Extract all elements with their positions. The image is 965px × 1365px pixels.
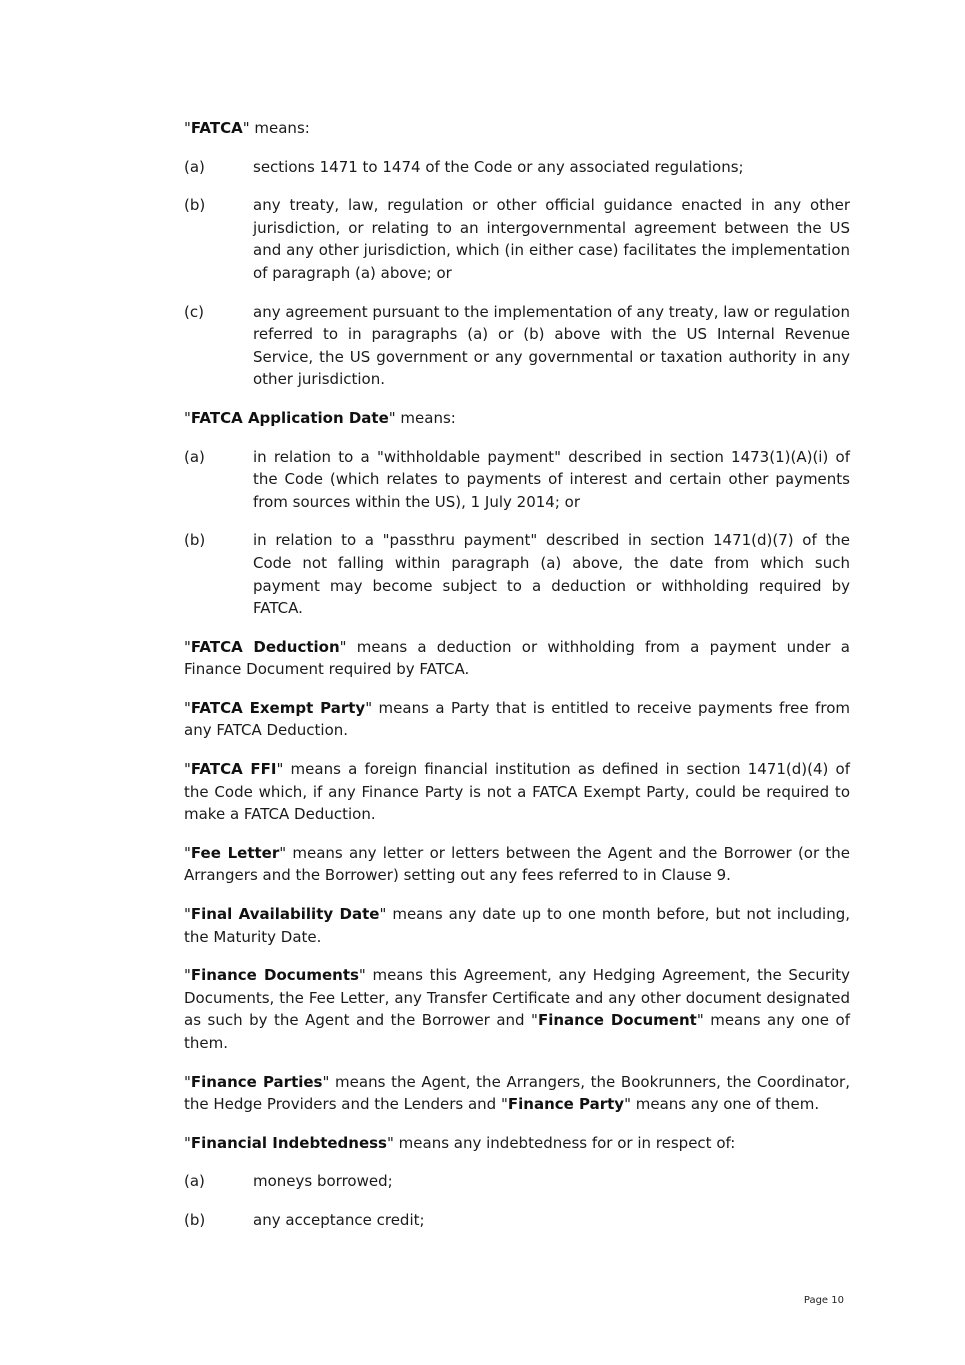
list-label: (b)	[184, 531, 206, 550]
list-item	[184, 301, 850, 391]
definition-text: " means any one of them.	[624, 1095, 820, 1114]
page-number: Page 10	[803, 1295, 844, 1306]
definition-text: " means any date up to one month before, but not including, the Maturity Date.	[184, 905, 850, 946]
list-item	[184, 1170, 850, 1193]
list-label: (b)	[184, 196, 206, 215]
list-text: any acceptance credit;	[253, 1210, 425, 1229]
defined-term-finance-party: Finance Party	[507, 1095, 625, 1114]
definition-fatca	[184, 117, 850, 140]
definition-financial-indebtedness	[184, 1132, 850, 1155]
defined-term-fatca: FATCA	[190, 119, 243, 137]
definition-text: " means:	[388, 408, 456, 427]
quote-mark: "	[184, 1072, 191, 1091]
quote-mark: "	[184, 119, 191, 137]
definition-finance-parties	[184, 1071, 850, 1116]
list-item	[184, 156, 850, 179]
quote-mark: "	[184, 637, 191, 656]
definition-text: " means a Party that is entitled to receive payments free from any FATCA Deduction.	[184, 698, 850, 740]
definition-text: " means the Agent, the Arrangers, the Bookrunners, the Coordinator, the Hedge Providers and the Lenders and "	[184, 1072, 850, 1114]
definition-text: " means any one of them.	[184, 1011, 850, 1052]
list-text: sections 1471 to 1474 of the Code or any associated regulations;	[253, 157, 744, 176]
defined-term-finance-parties: Finance Parties	[190, 1072, 323, 1091]
definition-text: " means a foreign financial institution as defined in section 1471(d)(4) of the Code which, if any Finance Party is not a FATCA Exempt Party, could be required to make a FATCA Deduction.	[184, 760, 851, 824]
list-label: (c)	[184, 302, 204, 321]
list-label: (a)	[184, 157, 205, 176]
list-item	[184, 446, 850, 514]
definition-finance-documents	[184, 964, 850, 1054]
definition-fatca-exempt-party	[184, 697, 850, 742]
quote-mark: "	[184, 760, 191, 779]
definition-text: " means any indebtedness for or in respect of:	[387, 1133, 736, 1152]
list-item	[184, 194, 850, 284]
quote-mark: "	[184, 843, 191, 862]
defined-term-fatca-application-date: FATCA Application Date	[190, 408, 389, 427]
defined-term-fatca-deduction: FATCA Deduction	[190, 637, 340, 656]
quote-mark: "	[184, 408, 191, 427]
list-text: any treaty, law, regulation or other official guidance enacted in any other jurisdiction, or relating to an intergovernmental agreement between the US and any other jurisdiction, which (in either case) facilitates the implementation of paragraph (a) above; or	[253, 196, 850, 282]
list-label: (b)	[184, 1210, 206, 1229]
quote-mark: "	[184, 698, 191, 717]
defined-term-fatca-ffi: FATCA FFI	[190, 760, 277, 779]
quote-mark: "	[184, 1133, 191, 1152]
defined-term-final-availability-date: Final Availability Date	[190, 905, 380, 924]
defined-term-finance-document: Finance Document	[537, 1011, 697, 1030]
definition-fatca-application-date	[184, 407, 850, 430]
quote-mark: "	[184, 966, 191, 985]
definition-text: " means this Agreement, any Hedging Agreement, the Security Documents, the Fee Letter, any Transfer Certificate and any other document designated as such by the Agent and the Borrower and "	[184, 966, 850, 1030]
definition-text: " means:	[242, 119, 310, 137]
defined-term-fee-letter: Fee Letter	[190, 843, 280, 862]
list-label: (a)	[184, 1172, 205, 1191]
list-item	[184, 1209, 850, 1232]
defined-term-financial-indebtedness: Financial Indebtedness	[190, 1133, 387, 1152]
defined-term-finance-documents: Finance Documents	[190, 966, 359, 985]
definition-fatca-ffi	[184, 758, 850, 826]
definition-final-availability-date	[184, 903, 850, 948]
list-text: in relation to a "withholdable payment" described in section 1473(1)(A)(i) of the Code (which relates to payments of interest and certain other payments from sources within the US), 1 July 2014; or	[253, 447, 850, 511]
definition-text: " means a deduction or withholding from a payment under a Finance Document required by FATCA.	[184, 637, 850, 679]
list-item	[184, 529, 850, 619]
list-text: moneys borrowed;	[253, 1172, 393, 1191]
list-text: in relation to a "passthru payment" described in section 1471(d)(7) of the Code not falling within paragraph (a) above, the date from which such payment may become subject to a deduction or withholding required by FATCA.	[253, 531, 850, 618]
quote-mark: "	[184, 905, 191, 924]
definition-fee-letter	[184, 842, 850, 887]
definition-fatca-deduction	[184, 636, 850, 681]
list-text: any agreement pursuant to the implementation of any treaty, law or regulation referred to in paragraphs (a) or (b) above with the US Internal Revenue Service, the US government or any governmental or taxation authority in any other jurisdiction.	[253, 302, 850, 389]
defined-term-fatca-exempt-party: FATCA Exempt Party	[190, 698, 366, 717]
document-page	[184, 117, 850, 1248]
definition-text: " means any letter or letters between the Agent and the Borrower (or the Arrangers and the Borrower) setting out any fees referred to in Clause 9.	[184, 843, 850, 885]
list-label: (a)	[184, 447, 205, 466]
